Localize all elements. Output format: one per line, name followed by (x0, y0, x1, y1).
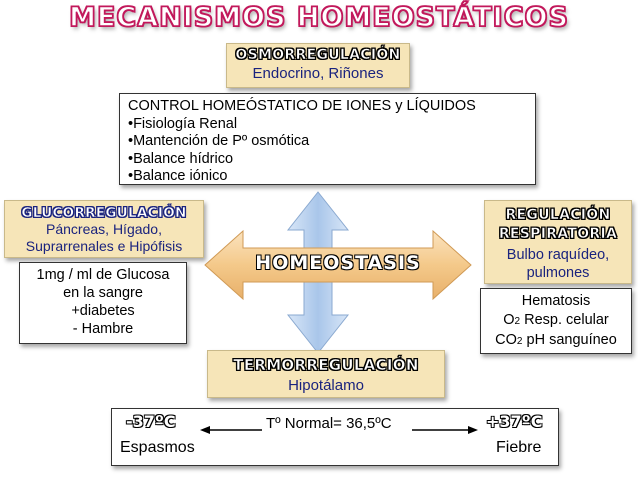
temp-high: +37ºC (486, 412, 543, 431)
osmorregulacion-heading: OSMORREGULACIÓN (235, 47, 401, 63)
glucorregulacion-organs-2: Suprarrenales e Hipófisis (25, 238, 183, 254)
osmorregulacion-organs: Endocrino, Riñones (252, 65, 384, 82)
glucosa-details-box (19, 262, 187, 344)
control-ionico-box (119, 93, 536, 185)
termorregulacion-box (207, 350, 445, 398)
arrow-right-icon (412, 425, 478, 435)
hematosis-text: Hematosis (521, 293, 591, 309)
homeostasis-label: HOMEOSTASIS (255, 252, 421, 274)
termorregulacion-heading: TERMORREGULACIÓN (233, 356, 419, 374)
control-item: •Fisiología Renal (128, 115, 238, 132)
respiratoria-organs-1: Bulbo raquídeo, (506, 247, 610, 263)
o2-rest: Resp. celular (520, 312, 609, 328)
control-item: •Balance iónico (128, 168, 228, 184)
osmorregulacion-box (226, 43, 410, 88)
glucosa-detail: - Hambre (72, 321, 134, 337)
diagram-title: MECANISMOS HOMEOSTÁTICOS (69, 2, 569, 33)
co2-subscript: 2 (516, 336, 523, 347)
glucorregulacion-heading: GLUCORREGULACIÓN (21, 205, 187, 221)
respiratoria-heading-2: RESPIRATORIA (498, 226, 618, 242)
respiratoria-organs-2: pulmones (526, 265, 590, 281)
control-heading: CONTROL HOMEÓSTATICO DE IONES y LÍQUIDOS (128, 98, 476, 114)
respiratoria-details-box (480, 288, 632, 354)
glucosa-detail: en la sangre (63, 285, 143, 301)
glucosa-detail: +diabetes (71, 303, 135, 319)
termorregulacion-organ: Hipotálamo (288, 377, 364, 394)
respiratoria-heading-1: REGULACIÓN (505, 207, 611, 223)
temp-high-effect: Fiebre (496, 439, 542, 456)
glucorregulacion-box (4, 200, 204, 258)
temp-low: -37ºC (126, 412, 176, 431)
control-item: •Mantención de Pº osmótica (128, 133, 310, 149)
o2-line (481, 311, 631, 331)
co2-line (481, 331, 631, 351)
control-item: •Balance hídrico (128, 150, 234, 167)
co2-rest: pH sanguíneo (522, 332, 617, 348)
temp-normal: Tº Normal= 36,5ºC (266, 415, 392, 432)
respiratoria-box (484, 200, 632, 284)
co2-symbol: CO (495, 332, 517, 348)
temp-low-effect: Espasmos (120, 439, 195, 456)
glucorregulacion-organs-1: Páncreas, Hígado, (46, 221, 162, 237)
glucosa-detail: 1mg / ml de Glucosa (36, 267, 170, 283)
temperature-box (111, 408, 559, 466)
o2-subscript: 2 (514, 316, 521, 327)
arrow-left-icon (200, 425, 262, 435)
o2-symbol: O (503, 312, 515, 328)
